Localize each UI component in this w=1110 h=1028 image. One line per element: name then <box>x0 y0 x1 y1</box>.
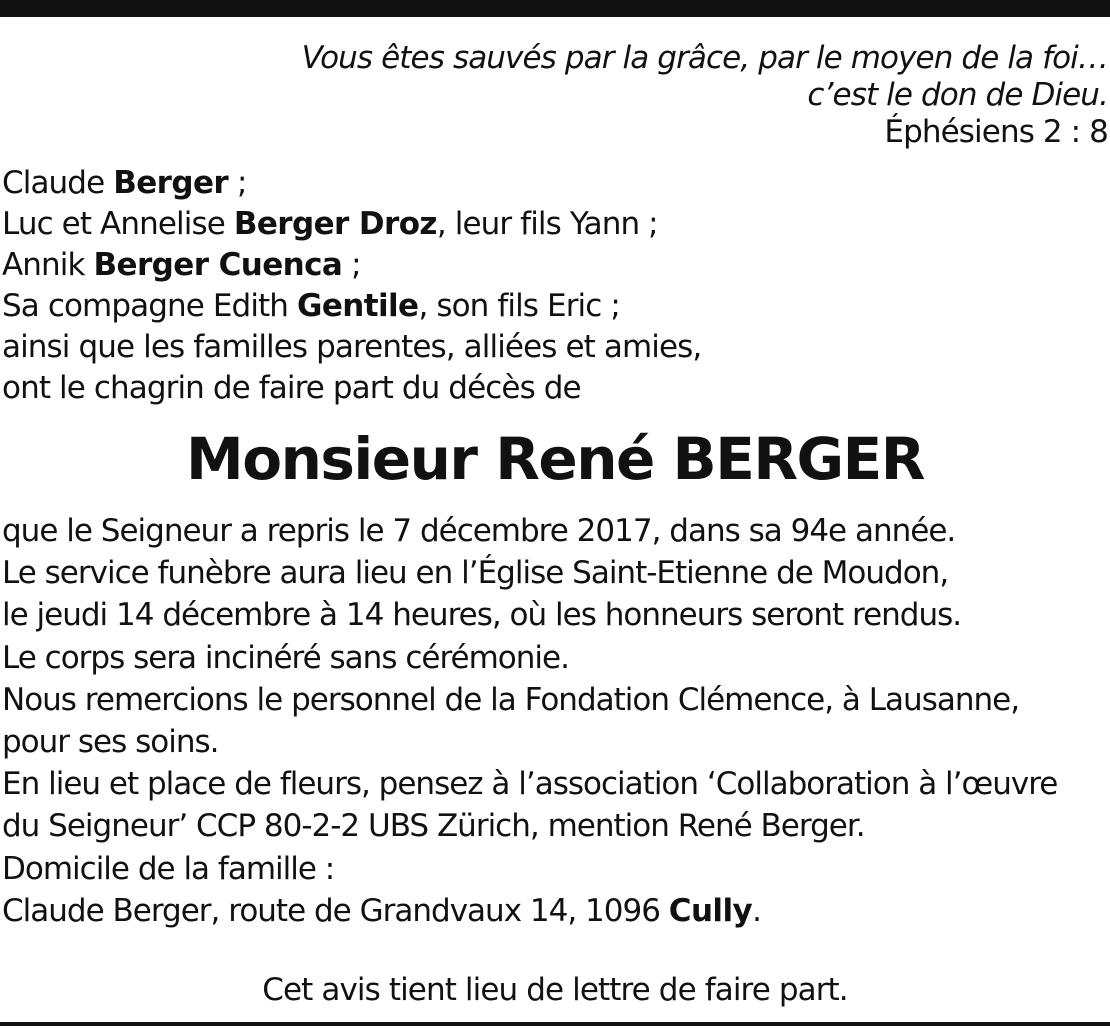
family-member-line <box>2 245 1102 286</box>
body-line: Le service funèbre aura lieu en l’Église Saint-Etienne de Moudon, <box>2 555 949 592</box>
relatives-line: ainsi que les familles parentes, alliées et amies, <box>2 329 702 365</box>
announcement-line: ont le chagrin de faire part du décès de <box>2 370 581 406</box>
family-member-line <box>2 204 1102 245</box>
member-suffix: ; <box>342 247 361 283</box>
member-suffix: , leur fils Yann ; <box>436 206 658 242</box>
member-suffix: ; <box>228 165 247 201</box>
member-prefix: Claude <box>2 165 114 201</box>
body-line: Nous remercions le personnel de la Fondation Clémence, à Lausanne, <box>2 681 1020 718</box>
body-line: du Seigneur’ CCP 80-2-2 UBS Zürich, mention René Berger. <box>2 808 865 845</box>
verse-line-2: c’est le don de Dieu. <box>807 77 1108 113</box>
bible-verse <box>108 40 1108 151</box>
family-member-line <box>2 163 1102 204</box>
member-suffix: , son fils Eric ; <box>418 288 620 324</box>
body-line: Le corps sera incinéré sans cérémonie. <box>2 639 569 676</box>
verse-reference: Éphésiens 2 : 8 <box>884 114 1108 150</box>
body-line: Domicile de la famille : <box>2 850 335 887</box>
member-surname: Berger Droz <box>233 206 437 242</box>
bottom-rule <box>0 1022 1110 1026</box>
member-prefix: Sa compagne Edith <box>2 288 297 324</box>
address-town: Cully <box>668 892 753 929</box>
family-address <box>2 890 1102 932</box>
family-list <box>2 163 1102 409</box>
member-surname: Berger Cuenca <box>93 247 343 283</box>
deceased-name: Monsieur René BERGER <box>186 425 924 493</box>
verse-line-1: Vous êtes sauvés par la grâce, par le moyen de la foi… <box>301 40 1108 76</box>
body-line: pour ses soins. <box>2 724 219 761</box>
closing-note: Cet avis tient lieu de lettre de faire part. <box>262 972 848 1008</box>
address-suffix: . <box>752 892 761 929</box>
body-line: le jeudi 14 décembre à 14 heures, où les honneurs seront rendus. <box>2 597 962 634</box>
member-prefix: Luc et Annelise <box>2 206 234 242</box>
address-street: Claude Berger, route de Grandvaux 14, 1096 <box>2 892 669 929</box>
body-line: que le Seigneur a repris le 7 décembre 2017, dans sa 94e année. <box>2 513 956 549</box>
notice-body <box>2 510 1102 932</box>
body-line: En lieu et place de fleurs, pensez à l’association ‘Collaboration à l’œuvre <box>2 766 1058 803</box>
member-prefix: Annik <box>2 247 94 283</box>
member-surname: Gentile <box>297 288 419 324</box>
member-surname: Berger <box>113 165 229 201</box>
top-rule <box>0 0 1110 17</box>
family-member-line <box>2 286 1102 327</box>
